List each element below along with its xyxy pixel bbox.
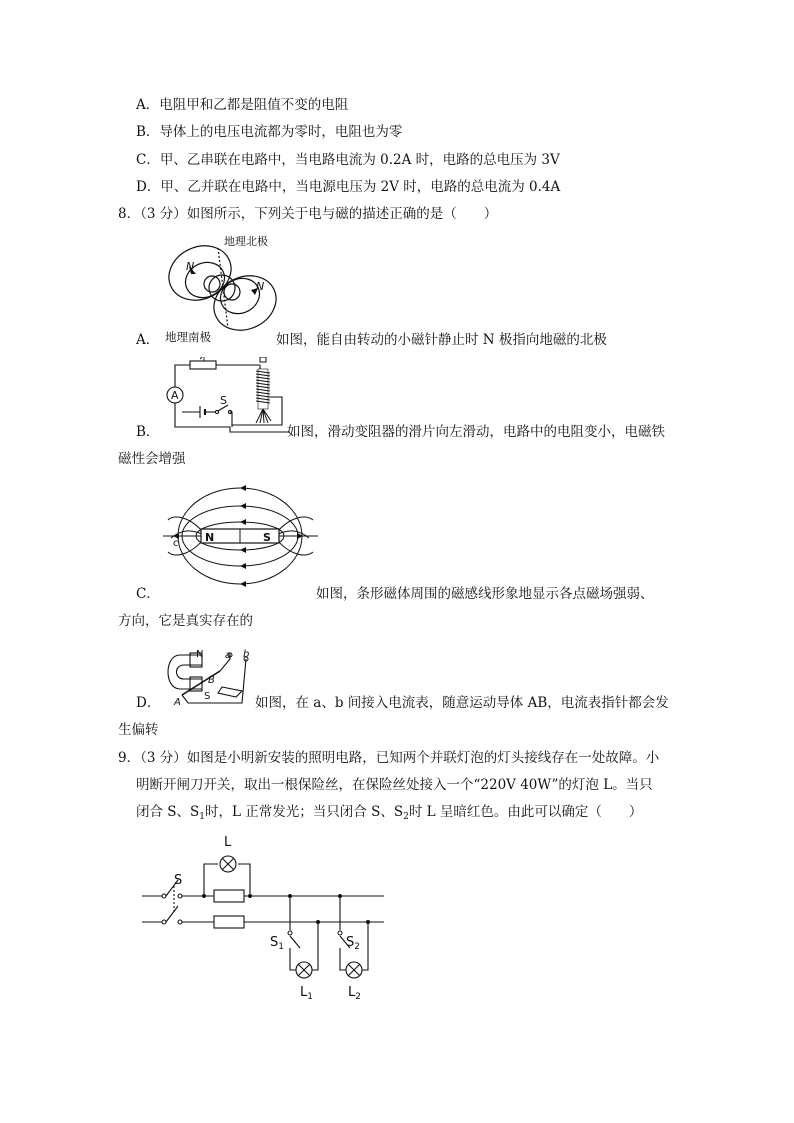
q8-option-b-label: B． (136, 424, 160, 440)
q8-option-c-label: C． (136, 586, 160, 602)
lighting-circuit-figure (138, 830, 390, 1002)
switch-label: S (220, 394, 227, 407)
ammeter-label: A (171, 389, 179, 402)
main-switch-label: S (174, 873, 183, 888)
u-magnet-s-label: S (204, 691, 211, 702)
conductor-b-label: B (208, 675, 215, 686)
needle-n-label: N (186, 260, 195, 273)
q8-option-b-text-2: 磁性会增强 (118, 451, 186, 467)
q9-stem-line-2: 明断开闸刀开关，取出一根保险丝，在保险丝处接入一个“220V 40W”的灯泡 L。当只 (136, 777, 653, 793)
q7-option-b: B．导体上的电压电流都为零时，电阻也为零 (136, 124, 403, 140)
geographic-north-label: 地理北极 (224, 235, 268, 248)
point-c-label: c (173, 538, 179, 549)
q8-option-a-label: A． (136, 332, 160, 348)
terminal-a-label: a (225, 650, 232, 661)
bar-magnet-field-figure (163, 478, 323, 590)
geographic-south-label: 地理南极 (165, 330, 211, 344)
q7-option-c: C．甲、乙串联在电路中，当电路电流为 0.2A 时，电路的总电压为 3V (136, 152, 560, 168)
magnet-s-pole-label: S (263, 531, 271, 544)
q8-option-b-text-1: 如图，滑动变阻器的滑片向左滑动，电路中的电阻变小，电磁铁 (287, 424, 665, 440)
q9-stem-line-3: 闭合 S、$S_1$时，L 正常发光；当只闭合 S、$S_2$时 L 呈暗红色。由此可以确定（ ） (136, 804, 643, 822)
q7-option-a: A．电阻甲和乙都是阻值不变的电阻 (136, 97, 349, 113)
q7-option-d: D．甲、乙并联在电路中，当电源电压为 2V 时，电路的总电流为 0.4A (136, 179, 561, 195)
q8-option-c-text-2: 方向，它是真实存在的 (118, 613, 253, 629)
conductor-a-label: A (174, 697, 181, 708)
lamp-l1-label: $L_1$ (300, 985, 313, 1002)
terminal-b-label: b (243, 649, 250, 660)
lamp-l2-label: $L_2$ (348, 985, 361, 1002)
q8-option-c-text-1: 如图，条形磁体周围的磁感线形象地显示各点磁场强弱、 (316, 586, 654, 602)
q8-option-d-label: D． (136, 695, 161, 711)
q8-stem: 8．（3 分）如图所示，下列关于电与磁的描述正确的是（ ） (118, 206, 498, 222)
electromagnet-circuit-figure (160, 357, 290, 435)
u-magnet-induction-figure (162, 647, 258, 709)
switch-s1-label: $S_1$ (270, 935, 284, 952)
needle-n-label: N (256, 280, 265, 293)
q8-option-a-text: 如图，能自由转动的小磁针静止时 N 极指向地磁的北极 (276, 332, 607, 348)
q8-option-d-text-2: 生偏转 (118, 722, 159, 738)
magnet-n-pole-label: N (205, 531, 215, 544)
switch-s2-label: $S_2$ (346, 935, 360, 952)
lamp-l-label: L (224, 835, 232, 850)
u-magnet-n-label: N (196, 649, 204, 660)
q8-option-d-text-1: 如图，在 a、b 间接入电流表，随意运动导体 AB，电流表指针都会发 (255, 695, 669, 711)
q9-stem-line-1: 9．（3 分）如图是小明新安装的照明电路，已知两个并联灯泡的灯头接线存在一处故障。小 (118, 750, 660, 766)
